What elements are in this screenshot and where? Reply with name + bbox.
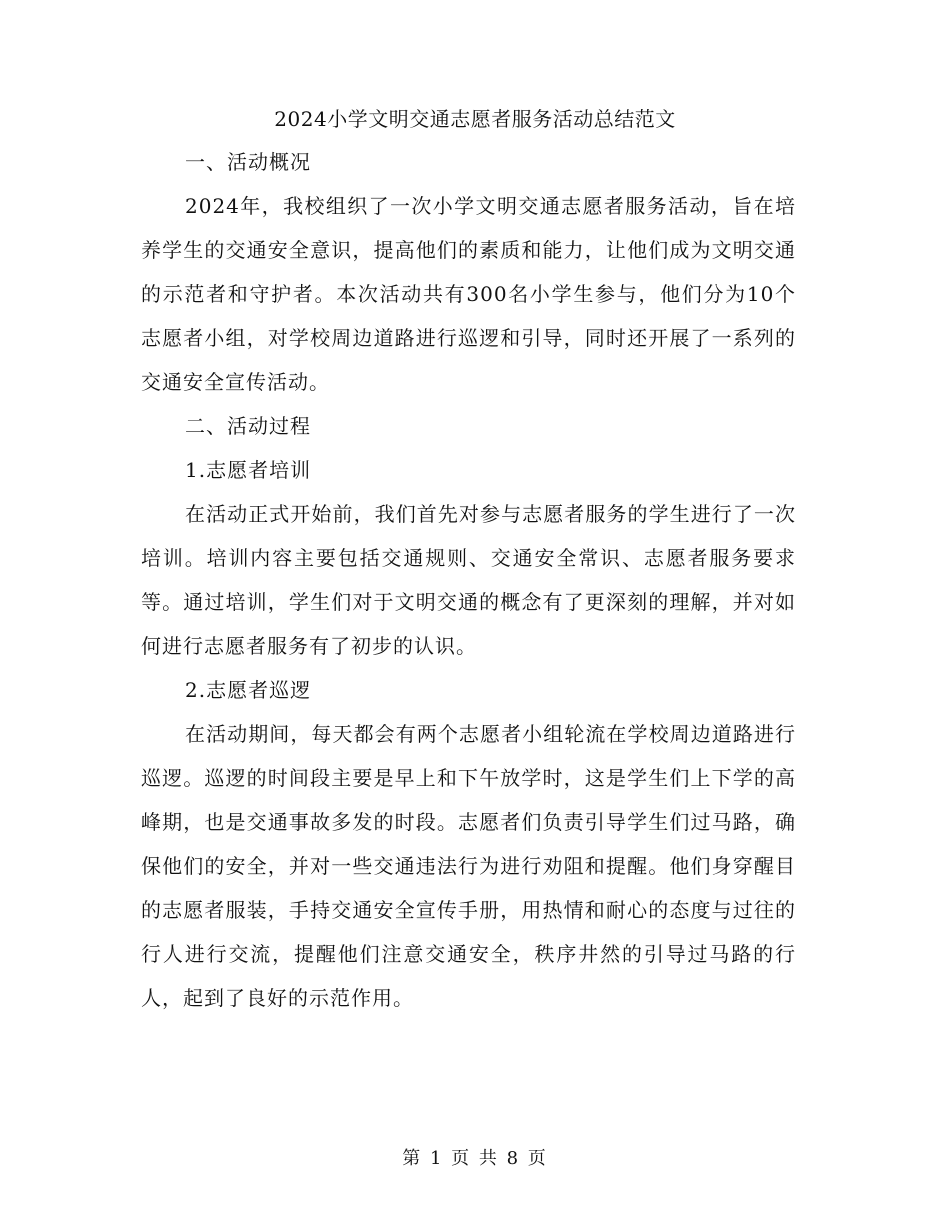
section-heading: 二、活动过程	[185, 414, 311, 438]
body-paragraph: 在活动期间，每天都会有两个志愿者小组轮流在学校周边道路进行巡逻。巡逻的时间段主要是早上和下午放学时，这是学生们上下学的高峰期，也是交通事故多发的时段。志愿者们负责引导学生们过马路，确保他们的安全，并对一些交通违法行为进行劝阻和提醒。他们身穿醒目的志愿者服装，手持交通安全宣传手册，用热情和耐心的态度与过往的行人进行交流，提醒他们注意交通安全，秩序井然的引导过马路的行人，起到了良好的示范作用。	[141, 722, 796, 1010]
page-number-footer: 第 1 页 共 8 页	[402, 1148, 548, 1169]
document-title: 2024小学文明交通志愿者服务活动总结范文	[274, 107, 676, 131]
document-body	[141, 140, 796, 1020]
body-paragraph: 在活动正式开始前，我们首先对参与志愿者服务的学生进行了一次培训。培训内容主要包括交通规则、交通安全常识、志愿者服务要求等。通过培训，学生们对于文明交通的概念有了更深刻的理解，并对如何进行志愿者服务有了初步的认识。	[141, 502, 796, 658]
body-paragraph: 2024年，我校组织了一次小学文明交通志愿者服务活动，旨在培养学生的交通安全意识，提高他们的素质和能力，让他们成为文明交通的示范者和守护者。本次活动共有300名小学生参与，他们分为10个志愿者小组，对学校周边道路进行巡逻和引导，同时还开展了一系列的交通安全宣传活动。	[141, 194, 796, 394]
subsection-heading: 1.志愿者培训	[185, 458, 312, 482]
section-heading: 一、活动概况	[185, 150, 311, 174]
subsection-heading: 2.志愿者巡逻	[185, 678, 312, 702]
